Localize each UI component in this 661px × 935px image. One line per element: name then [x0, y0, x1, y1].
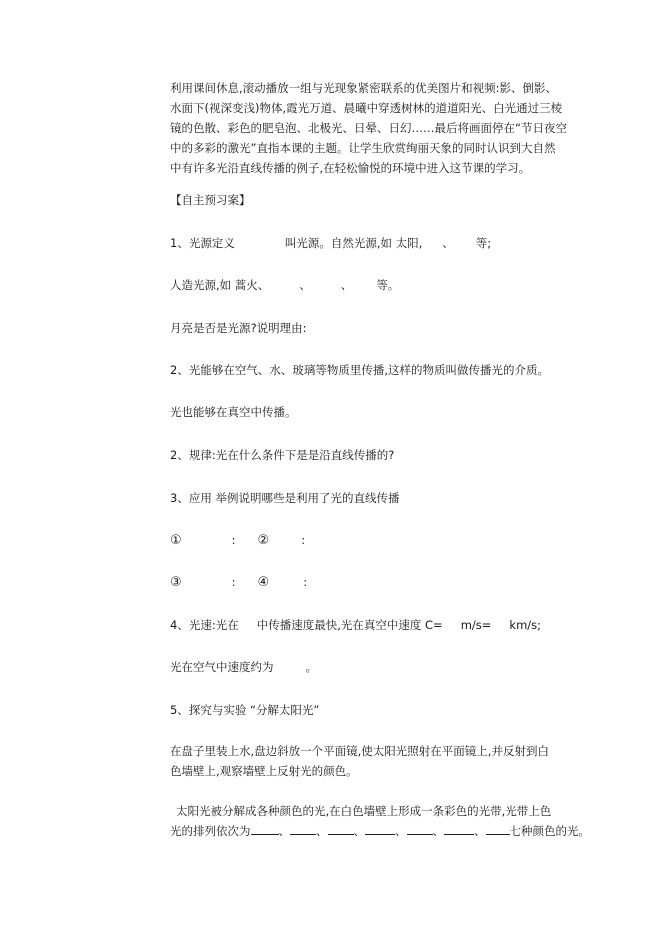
q1-artificial-source-text: 人造光源,如 蒿火、 [170, 278, 270, 292]
q1-definition-label: 1、光源定义 [170, 236, 235, 250]
q1-separator: 、 [340, 278, 353, 292]
air-speed-end: 。 [305, 660, 317, 674]
application-items-row-1 [170, 530, 305, 551]
color-blank-1[interactable] [251, 821, 279, 835]
q1-natural-source-text: 叫光源。自然光源,如 太阳, [284, 236, 423, 250]
q1-etc: 等。 [376, 278, 400, 292]
item-1-marker: ① [170, 533, 182, 548]
q4-speed-text: 中传播速度最快,光在真空中速度 C= [256, 618, 443, 632]
experiment-line-2: 色墙壁上,观察墙壁上反射光的颜色。 [170, 764, 358, 778]
experiment-line-1: 在盘子里装上水,盘边斜放一个平面镜,使太阳光照射在平面镜上,并反射到白 [170, 744, 549, 758]
separator: 、 [432, 824, 444, 838]
question-2: 2、光能够在空气、水、玻璃等物质里传播,这样的物质叫做传播光的介质。 [170, 363, 549, 377]
color-blank-7[interactable] [486, 821, 510, 835]
question-1-line-1 [170, 233, 491, 253]
intro-line: 镜的色散、彩色的肥皂泡、北极光、日晕、日幻……最后将画面停在“节日夜空 [170, 121, 567, 135]
moon-question: 月亮是否是光源?说明理由: [170, 321, 307, 335]
separator: 、 [395, 824, 407, 838]
result-prefix: 光的排列依次为 [170, 824, 251, 838]
q1-separator: 、 [299, 278, 311, 292]
intro-paragraph [170, 78, 570, 178]
result-suffix: 七种颜色的光。 [509, 824, 590, 838]
color-blank-3[interactable] [328, 821, 354, 835]
intro-line: 中有许多光沿直线传播的例子,在轻松愉悦的环境中进入这节课的学习。 [170, 161, 531, 175]
q1-etc: 等; [475, 236, 492, 250]
question-4 [170, 615, 541, 635]
color-blank-4[interactable] [365, 821, 395, 835]
color-blank-5[interactable] [407, 821, 433, 835]
separator: 、 [278, 824, 290, 838]
application-items-row-2 [170, 572, 307, 593]
item-2-marker: ② [257, 533, 270, 548]
item-1-colon: : [231, 533, 236, 547]
color-blank-2[interactable] [290, 821, 316, 835]
separator: 、 [316, 824, 328, 838]
color-blank-6[interactable] [444, 821, 474, 835]
air-speed-text: 光在空气中速度约为 [170, 660, 274, 674]
vacuum-statement: 光也能够在真空中传播。 [170, 405, 297, 419]
q4-unit-kms: km/s; [509, 618, 542, 632]
question-5: 5、探究与实验 “分解太阳光” [170, 703, 320, 717]
section-title: 【自主预习案】 [170, 193, 251, 207]
item-3-colon: : [231, 575, 236, 589]
separator: 、 [474, 824, 486, 838]
item-4-marker: ④ [257, 575, 270, 590]
intro-line: 利用课间休息,滚动播放一组与光现象紧密联系的优美图片和视频:影、倒影、 [170, 81, 558, 95]
item-4-colon: : [303, 575, 308, 589]
air-speed-line [170, 657, 317, 677]
intro-line: 中的多彩的激光”直指本课的主题。让学生欣赏绚丽天象的同时认识到大自然 [170, 141, 556, 155]
result-line-2 [170, 821, 590, 841]
q4-label: 4、光速:光在 [170, 618, 239, 632]
question-2-rule: 2、规律:光在什么条件下是是沿直线传播的? [170, 448, 395, 462]
question-1-line-2 [170, 275, 399, 295]
q1-separator: 、 [442, 236, 454, 250]
item-2-colon: : [301, 533, 306, 547]
intro-line: 水面下(视深变浅)物体,霞光万道、晨曦中穿透树林的道道阳光、白光通过三棱 [170, 101, 563, 115]
result-line-1: 太阳光被分解成各种颜色的光,在白色墙壁上形成一条彩色的光带,光带上色 [176, 804, 552, 818]
item-3-marker: ③ [170, 575, 182, 590]
q4-unit-ms: m/s= [460, 618, 492, 632]
separator: 、 [353, 824, 365, 838]
question-3: 3、应用 举例说明哪些是利用了光的直线传播 [170, 491, 400, 505]
